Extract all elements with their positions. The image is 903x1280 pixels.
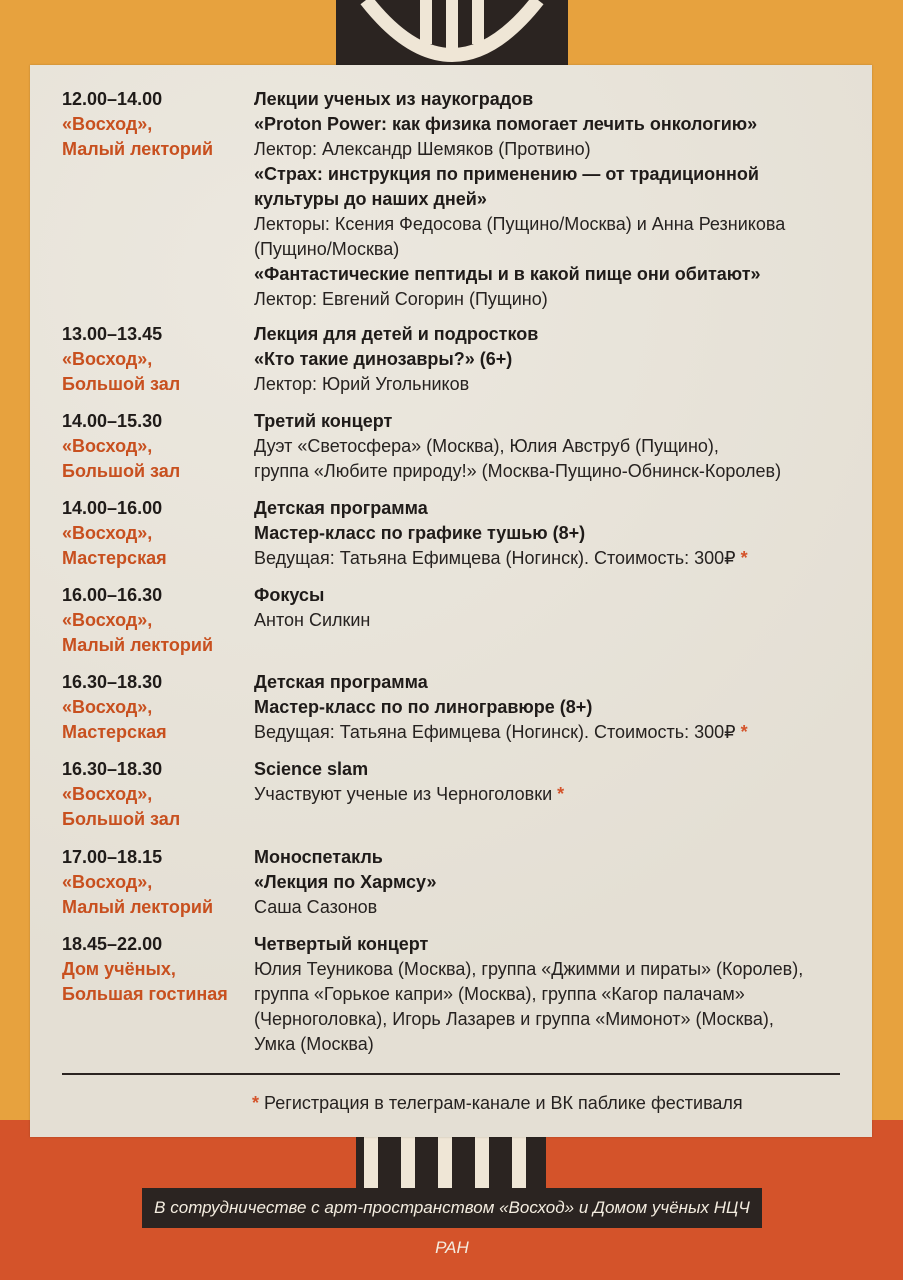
event-heading [254,583,854,608]
event-line-text: «Фантастические пептиды и в какой пище они обитают» [254,264,761,284]
event-heading [254,87,854,112]
event-details [254,845,854,920]
event-time: 16.30–18.30 [62,759,163,779]
schedule-card [30,65,872,1137]
event-description [254,720,854,745]
event-time: 14.00–15.30 [62,411,163,431]
event-line-text: Лектор: Александр Шемяков (Протвино) [254,139,591,159]
event-description [254,957,854,982]
event-line-text: Детская программа [254,672,428,692]
event-heading [254,262,854,287]
event-heading [254,112,854,137]
event-line-text: Детская программа [254,498,428,518]
event-line-text: Антон Силкин [254,610,371,630]
event-line-text: группа «Горькое капри» (Москва), группа «Кагор палачам» [254,984,745,1004]
divider [62,1073,840,1075]
event-details [254,932,854,1057]
event-line-text: Ведущая: Татьяна Ефимцева (Ногинск). Стоимость: 300₽ [254,722,736,742]
event-description [254,1032,854,1057]
event-details [254,87,854,312]
event-heading [254,932,854,957]
event-heading [254,845,854,870]
event-description [254,434,854,459]
event-heading [254,322,854,347]
event-line-text: Лектор: Евгений Согорин (Пущино) [254,289,548,309]
event-venue: «Восход», Малый лекторий [62,872,214,917]
event-line-text: Лекция для детей и подростков [254,324,539,344]
event-line-text: Третий концерт [254,411,393,431]
event-time: 13.00–13.45 [62,324,163,344]
event-description [254,287,854,312]
footnote [252,1093,743,1114]
event-when-where [62,845,252,920]
event-heading [254,496,854,521]
event-line-text: Фокусы [254,585,325,605]
event-line-text: Юлия Теуникова (Москва), группа «Джимми и пираты» (Королев), [254,959,804,979]
event-line-text: Моноспетакль [254,847,383,867]
event-when-where [62,409,252,484]
event-time: 17.00–18.15 [62,847,163,867]
event-details [254,409,854,484]
event-heading [254,347,854,372]
event-heading [254,695,854,720]
event-line-text: «Кто такие динозавры?» (6+) [254,349,513,369]
event-description [254,459,854,484]
event-description [254,546,854,571]
event-details [254,322,854,397]
event-time: 18.45–22.00 [62,934,163,954]
event-heading [254,870,854,895]
event-description [254,895,854,920]
event-heading [254,187,854,212]
event-heading [254,521,854,546]
event-line-text: Лекторы: Ксения Федосова (Пущино/Москва) и Анна Резникова [254,214,786,234]
event-line-text: (Пущино/Москва) [254,239,400,259]
event-line-text: Мастер-класс по графике тушью (8+) [254,523,586,543]
emblem-graphic [336,0,568,70]
event-heading [254,409,854,434]
event-line-text: Саша Сазонов [254,897,378,917]
event-venue: «Восход», Мастерская [62,697,167,742]
event-details [254,496,854,571]
event-venue: Дом учёных, Большая гостиная [62,959,228,1004]
event-venue: «Восход», Большой зал [62,436,181,481]
event-line-text: «Лекция по Хармсу» [254,872,437,892]
event-time: 14.00–16.00 [62,498,163,518]
event-description [254,137,854,162]
event-description [254,1007,854,1032]
event-when-where [62,322,252,397]
event-when-where [62,932,252,1007]
event-details [254,583,854,633]
event-time: 16.00–16.30 [62,585,163,605]
event-description [254,372,854,397]
event-line-text: Ведущая: Татьяна Ефимцева (Ногинск). Стоимость: 300₽ [254,548,736,568]
top-emblem [336,0,568,70]
event-heading [254,670,854,695]
event-line-text: Дуэт «Светосфера» (Москва), Юлия Авструб (Пущино), [254,436,719,456]
event-line-text: Science slam [254,759,369,779]
footnote-text: Регистрация в телеграм-канале и ВК паблике фестиваля [264,1093,743,1113]
event-line-text: культуры до наших дней» [254,189,487,209]
event-description [254,782,854,807]
event-venue: «Восход», Большой зал [62,784,181,829]
event-heading [254,162,854,187]
event-venue: «Восход», Большой зал [62,349,181,394]
event-when-where [62,757,252,832]
event-time: 16.30–18.30 [62,672,163,692]
event-venue: «Восход», Малый лекторий [62,610,214,655]
event-line-text: Мастер-класс по по линогравюре (8+) [254,697,593,717]
event-description [254,237,854,262]
registration-star: * [557,784,565,804]
credit-bar: В сотрудничестве с арт-пространством «Восход» и Домом учёных НЦЧ РАН [142,1188,762,1228]
event-venue: «Восход», Мастерская [62,523,167,568]
event-line-text: Умка (Москва) [254,1034,374,1054]
event-details [254,670,854,745]
event-line-text: «Страх: инструкция по применению — от традиционной [254,164,759,184]
event-line-text: «Proton Power: как физика помогает лечить онкологию» [254,114,758,134]
event-description [254,982,854,1007]
stripe-decor [356,1135,546,1190]
registration-star: * [740,548,748,568]
event-line-text: Лектор: Юрий Угольников [254,374,470,394]
event-line-text: Четвертый концерт [254,934,429,954]
event-line-text: Участвуют ученые из Черноголовки [254,784,553,804]
event-venue: «Восход», Малый лекторий [62,114,214,159]
registration-star: * [740,722,748,742]
event-heading [254,757,854,782]
event-when-where [62,583,252,658]
event-line-text: группа «Любите природу!» (Москва-Пущино-Обнинск-Королев) [254,461,782,481]
event-description [254,212,854,237]
event-description [254,608,854,633]
event-line-text: (Черноголовка), Игорь Лазарев и группа «Мимонот» (Москва), [254,1009,774,1029]
event-time: 12.00–14.00 [62,89,163,109]
event-line-text: Лекции ученых из наукоградов [254,89,534,109]
footnote-star: * [252,1093,260,1113]
event-when-where [62,496,252,571]
event-details [254,757,854,807]
event-when-where [62,670,252,745]
event-when-where [62,87,252,162]
